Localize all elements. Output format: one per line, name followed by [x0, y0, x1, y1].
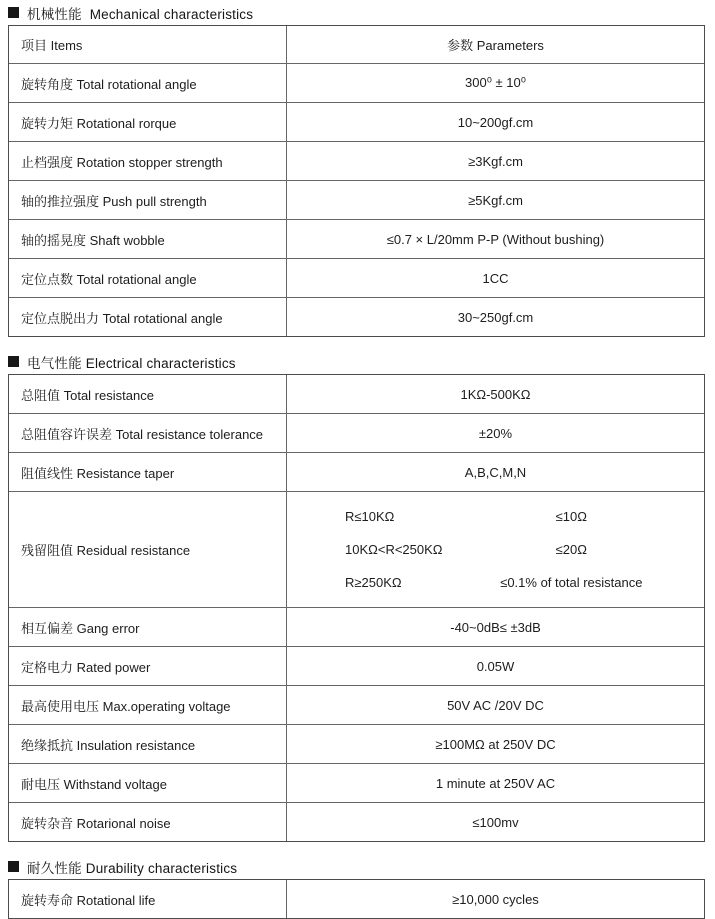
table-row [9, 180, 704, 219]
section-title-text: 电气性能 Electrical characteristics [27, 355, 236, 371]
value-cell: 0.05W [476, 658, 515, 674]
section-title-durability [8, 858, 705, 875]
table-row [9, 763, 704, 802]
item-cell: 旋转力矩 Rotational rorque [9, 103, 287, 141]
table-row [9, 452, 704, 491]
item-cell: 最高使用电压 Max.operating voltage [9, 686, 287, 724]
value-cell: ≤0.7 × L/20mm P-P (Without bushing) [386, 231, 605, 247]
item-cell: 定位点脱出力 Total rotational angle [9, 298, 287, 336]
residual-subrow [287, 542, 704, 557]
value-cell: 1 minute at 250V AC [435, 775, 556, 791]
table-row [9, 413, 704, 452]
table-row [9, 375, 704, 413]
value-cell: 1KΩ-500KΩ [460, 386, 531, 402]
mechanical-table [8, 25, 705, 337]
residual-subrow [287, 509, 704, 524]
item-cell: 轴的推拉强度 Push pull strength [9, 181, 287, 219]
residual-condition: 10KΩ<R<250KΩ [345, 542, 443, 557]
section-title-mechanical [8, 4, 705, 21]
table-row [9, 802, 704, 841]
residual-condition: R≥250KΩ [345, 575, 402, 590]
value-cell: 1CC [482, 270, 509, 286]
value-cell: ≥5Kgf.cm [468, 192, 523, 208]
item-cell: 总阻值 Total resistance [9, 375, 287, 413]
value-cell: A,B,C,M,N [464, 464, 527, 480]
section-title-text: 耐久性能 Durability characteristics [27, 860, 238, 876]
value-cell: 10~200gf.cm [457, 114, 534, 130]
durability-table [8, 879, 705, 919]
table-row [9, 685, 704, 724]
item-cell: 总阻值容许误差 Total resistance tolerance [9, 414, 287, 452]
residual-value: ≤20Ω [555, 542, 587, 557]
value-cell: ≥3Kgf.cm [468, 153, 523, 169]
item-cell: 残留阻值 Residual resistance [9, 492, 287, 607]
value-cell: -40~0dB≤ ±3dB [450, 619, 541, 635]
item-cell: 定格电力 Rated power [9, 647, 287, 685]
section-title-text: 机械性能 Mechanical characteristics [27, 6, 254, 22]
electrical-table [8, 374, 705, 842]
item-cell: 绝缘抵抗 Insulation resistance [9, 725, 287, 763]
residual-value: ≤0.1% of total resistance [500, 575, 643, 590]
item-cell: 旋转杂音 Rotarional noise [9, 803, 287, 841]
section-bullet-icon [8, 356, 19, 367]
item-cell: 旋转寿命 Rotational life [9, 880, 287, 918]
table-row [9, 646, 704, 685]
value-cell: 50V AC /20V DC [447, 697, 544, 713]
item-cell: 定位点数 Total rotational angle [9, 259, 287, 297]
table-header-row [9, 26, 704, 63]
table-row [9, 258, 704, 297]
header-parameters-cell: 参数 Parameters [447, 38, 544, 53]
section-bullet-icon [8, 7, 19, 18]
value-cell: ±20% [478, 425, 513, 441]
table-row [9, 607, 704, 646]
value-cell: ≥10,000 cycles [452, 891, 539, 907]
item-cell: 轴的摇晃度 Shaft wobble [9, 220, 287, 258]
table-row [9, 724, 704, 763]
residual-subrow [287, 575, 704, 590]
table-row [9, 63, 704, 102]
section-bullet-icon [8, 861, 19, 872]
table-row [9, 219, 704, 258]
table-row-residual-resistance [9, 491, 704, 607]
residual-value: ≤10Ω [555, 509, 587, 524]
item-cell: 止档强度 Rotation stopper strength [9, 142, 287, 180]
table-row [9, 297, 704, 336]
value-cell: ≥100MΩ at 250V DC [435, 736, 556, 752]
value-cell: 300⁰ ± 10⁰ [465, 75, 526, 90]
section-title-electrical [8, 353, 705, 370]
table-row [9, 141, 704, 180]
item-cell: 阻值线性 Resistance taper [9, 453, 287, 491]
value-cell [287, 492, 704, 607]
value-cell: ≤100mv [472, 814, 519, 830]
residual-condition: R≤10KΩ [345, 509, 395, 524]
table-row [9, 102, 704, 141]
header-items-cell: 项目 Items [9, 26, 287, 63]
item-cell: 相互偏差 Gang error [9, 608, 287, 646]
table-row [9, 880, 704, 918]
item-cell: 耐电压 Withstand voltage [9, 764, 287, 802]
value-cell: 30~250gf.cm [457, 309, 534, 325]
item-cell: 旋转角度 Total rotational angle [9, 64, 287, 102]
